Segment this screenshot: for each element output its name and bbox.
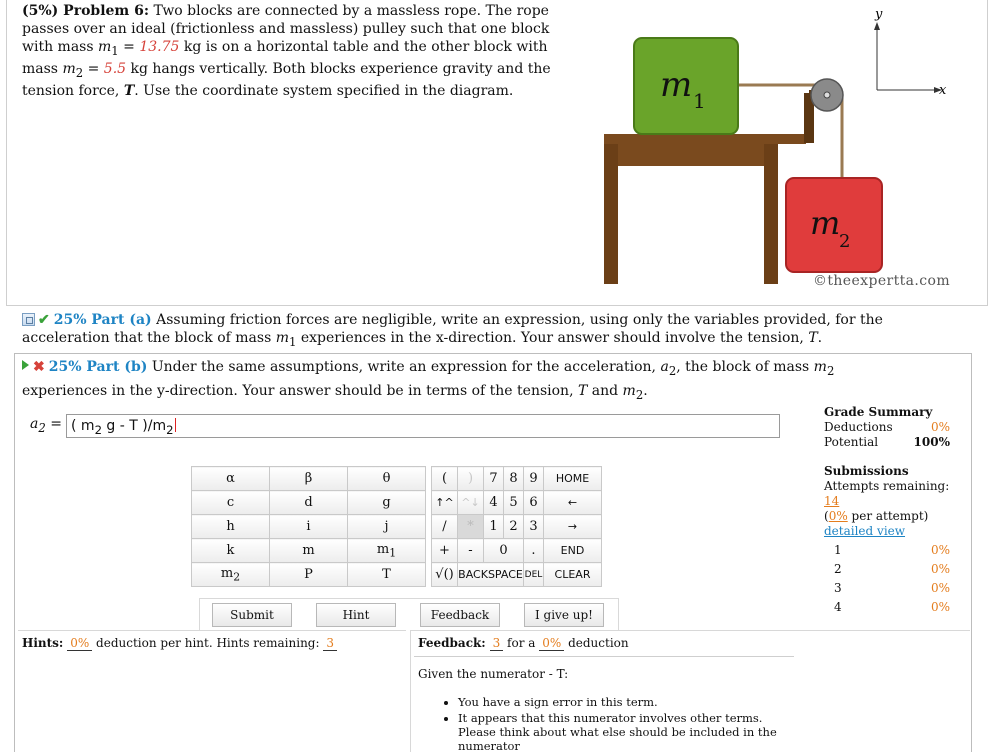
divider bbox=[410, 630, 970, 631]
part-a-text: experiences in the x-direction. Your answer should involve the tension, bbox=[296, 330, 809, 346]
deductions-value: 0% bbox=[930, 420, 950, 434]
a2-symbol: a bbox=[30, 416, 39, 432]
key-close-paren[interactable]: ) bbox=[458, 467, 484, 491]
problem-text: Two blocks are connected by a massless rope. The rope passes over an ideal (frictionless and massless) pulley such that one block with mass bbox=[22, 3, 550, 55]
key-beta[interactable]: β bbox=[270, 467, 348, 491]
give-up-button[interactable]: I give up! bbox=[524, 603, 604, 627]
m2-value: 5.5 bbox=[103, 60, 127, 77]
part-a-text: . bbox=[817, 330, 823, 346]
a2-symbol: a bbox=[660, 359, 669, 375]
detailed-view-link[interactable]: detailed view bbox=[824, 524, 906, 538]
feedback-button[interactable]: Feedback bbox=[420, 603, 500, 627]
part-b-text: and bbox=[587, 382, 623, 399]
block-m2-subscript: 2 bbox=[839, 231, 851, 252]
key-4[interactable]: 4 bbox=[484, 491, 504, 515]
submit-button[interactable]: Submit bbox=[212, 603, 292, 627]
answer-input[interactable] bbox=[66, 414, 780, 438]
copyright: ©theexpertta.com bbox=[812, 273, 950, 289]
key-7[interactable]: 7 bbox=[484, 467, 504, 491]
hints-deduction: 0% bbox=[67, 636, 92, 651]
part-b-text: experiences in the y-direction. Your answer should be in terms of the tension, bbox=[22, 382, 578, 399]
feedback-count: 3 bbox=[490, 636, 504, 651]
key-5[interactable]: 5 bbox=[504, 491, 524, 515]
m2-subscript: 2 bbox=[75, 65, 84, 80]
potential-value: 100% bbox=[913, 435, 950, 449]
key-del[interactable]: DEL bbox=[524, 563, 544, 587]
potential-label: Potential bbox=[824, 435, 879, 449]
feedback-text: for a bbox=[503, 636, 540, 650]
part-b-label[interactable]: 25% Part (b) bbox=[48, 359, 148, 375]
attempt-score: 0% bbox=[930, 581, 950, 595]
key-minus[interactable]: - bbox=[458, 539, 484, 563]
block-m2 bbox=[786, 178, 882, 272]
feedback-item: • It appears that this numerator involves other terms. Please think about what else should be included in the numerator bbox=[458, 711, 798, 752]
m2-symbol: m bbox=[813, 359, 827, 375]
attempt-score: 0% bbox=[930, 543, 950, 557]
key-1[interactable]: 1 bbox=[484, 515, 504, 539]
key-m2[interactable] bbox=[192, 563, 270, 587]
paren: ( bbox=[824, 509, 829, 523]
answer-subscript: 2 bbox=[94, 422, 102, 437]
deductions-row bbox=[824, 420, 950, 435]
block-m1-label: m bbox=[660, 65, 693, 105]
attempts-list bbox=[824, 543, 950, 619]
key-multiply[interactable]: * bbox=[458, 515, 484, 539]
key-k[interactable]: k bbox=[192, 539, 270, 563]
attempt-number: 4 bbox=[834, 600, 842, 614]
problem-prefix: (5%) Problem 6: bbox=[22, 3, 150, 19]
feedback-label: Feedback: bbox=[418, 636, 486, 650]
m2-symbol: m bbox=[622, 382, 636, 399]
per-attempt-label: per attempt) bbox=[847, 509, 929, 523]
attempt-number: 1 bbox=[834, 543, 842, 557]
m2-subscript: 2 bbox=[826, 363, 835, 378]
x-mark-icon: ✖ bbox=[33, 359, 45, 375]
key-9[interactable]: 9 bbox=[524, 467, 544, 491]
key-decimal[interactable]: . bbox=[524, 539, 544, 563]
problem-text: kg is on a horizontal table and the other block with mass bbox=[22, 39, 548, 77]
key-j[interactable]: j bbox=[348, 515, 426, 539]
feedback-given: Given the numerator - T: bbox=[418, 667, 569, 681]
m1-symbol: m bbox=[98, 39, 112, 55]
key-subscript[interactable]: ^↓ bbox=[458, 491, 484, 515]
m1-subscript: 1 bbox=[111, 43, 119, 58]
grade-summary bbox=[824, 405, 950, 619]
equals-sign: = bbox=[83, 60, 104, 77]
key-alpha[interactable]: α bbox=[192, 467, 270, 491]
expand-icon[interactable] bbox=[22, 313, 35, 326]
attempt-score: 0% bbox=[930, 562, 950, 576]
submissions-title: Submissions bbox=[824, 464, 909, 478]
key-g[interactable]: g bbox=[348, 491, 426, 515]
key-t[interactable]: T bbox=[348, 563, 426, 587]
key-d[interactable]: d bbox=[270, 491, 348, 515]
m1-subscript: 1 bbox=[288, 334, 297, 349]
attempt-row bbox=[824, 600, 950, 619]
block-m1-subscript: 1 bbox=[693, 89, 706, 113]
checkmark-icon: ✔ bbox=[38, 312, 50, 328]
divider bbox=[410, 630, 411, 752]
axis-x-label: x bbox=[939, 83, 947, 98]
key-m[interactable]: m bbox=[270, 539, 348, 563]
answer-text: ( m bbox=[71, 418, 95, 434]
key-3[interactable]: 3 bbox=[524, 515, 544, 539]
key-m1[interactable] bbox=[348, 539, 426, 563]
key-c[interactable]: c bbox=[192, 491, 270, 515]
text-caret bbox=[175, 418, 176, 432]
part-a-label[interactable]: 25% Part (a) bbox=[53, 312, 152, 328]
answer-subscript: 2 bbox=[166, 422, 174, 437]
part-a-text: Assuming friction forces are negligible, write an expression, using only the variables provided, for the acceleration that the block of mass bbox=[22, 312, 883, 346]
key-divide[interactable]: / bbox=[432, 515, 458, 539]
problem-statement bbox=[22, 2, 567, 100]
grade-summary-title: Grade Summary bbox=[824, 405, 933, 419]
key-left-arrow[interactable]: ← bbox=[544, 491, 602, 515]
tension-symbol: T bbox=[808, 330, 818, 346]
key-m2-letter: m bbox=[220, 565, 234, 581]
key-home[interactable]: HOME bbox=[544, 467, 602, 491]
play-icon bbox=[22, 360, 29, 370]
feedback-item: • You have a sign error in this term. bbox=[458, 695, 798, 709]
attempt-score: 0% bbox=[930, 600, 950, 614]
tension-symbol: T bbox=[123, 82, 135, 99]
tension-symbol: T bbox=[577, 382, 588, 399]
key-sqrt[interactable]: √() bbox=[432, 563, 458, 587]
feedback-deduction: 0% bbox=[539, 636, 564, 651]
key-superscript[interactable]: ↑^ bbox=[432, 491, 458, 515]
hints-label: Hints: bbox=[22, 636, 64, 650]
divider bbox=[414, 656, 794, 657]
part-b bbox=[22, 357, 922, 405]
key-0[interactable]: 0 bbox=[484, 539, 524, 563]
attempt-row bbox=[824, 562, 950, 581]
table bbox=[604, 134, 806, 284]
answer-text: g - T )/m bbox=[101, 418, 167, 434]
m2-subscript: 2 bbox=[635, 387, 644, 402]
key-2[interactable]: 2 bbox=[504, 515, 524, 539]
equals-sign: = bbox=[118, 39, 140, 55]
part-b-text: . bbox=[643, 382, 648, 399]
key-m1-letter: m bbox=[376, 541, 390, 557]
key-m2-subscript: 2 bbox=[233, 570, 241, 584]
attempt-number: 3 bbox=[834, 581, 842, 595]
hints-text: deduction per hint. Hints remaining: bbox=[92, 636, 324, 650]
attempt-number: 2 bbox=[834, 562, 842, 576]
key-i[interactable]: i bbox=[270, 515, 348, 539]
equals-sign: = bbox=[45, 416, 62, 432]
m2-symbol: m bbox=[62, 60, 76, 77]
problem-text: . Use the coordinate system specified in the diagram. bbox=[134, 82, 514, 99]
m1-value: 13.75 bbox=[139, 39, 180, 55]
hint-button[interactable]: Hint bbox=[316, 603, 396, 627]
key-8[interactable]: 8 bbox=[504, 467, 524, 491]
m1-symbol: m bbox=[275, 330, 289, 346]
per-attempt-value: 0% bbox=[828, 509, 848, 523]
attempts-label: Attempts remaining: bbox=[824, 479, 950, 493]
key-theta[interactable]: θ bbox=[348, 467, 426, 491]
key-m1-subscript: 1 bbox=[389, 546, 397, 560]
attempt-row bbox=[824, 581, 950, 600]
key-clear[interactable]: CLEAR bbox=[544, 563, 602, 587]
per-attempt bbox=[824, 509, 950, 524]
key-end[interactable]: END bbox=[544, 539, 602, 563]
hints-summary bbox=[22, 636, 337, 650]
key-6[interactable]: 6 bbox=[524, 491, 544, 515]
deductions-label: Deductions bbox=[824, 420, 893, 434]
part-b-text: Under the same assumptions, write an expression for the acceleration, bbox=[147, 359, 661, 375]
problem-text: kg hangs vertically. Both blocks experience gravity and the tension force, bbox=[22, 60, 551, 99]
pulley-diagram bbox=[590, 0, 988, 300]
math-keypad bbox=[191, 466, 602, 587]
key-p[interactable]: P bbox=[270, 563, 348, 587]
key-right-arrow[interactable]: → bbox=[544, 515, 602, 539]
feedback-summary bbox=[418, 636, 798, 650]
feedback-text: deduction bbox=[564, 636, 629, 650]
potential-row bbox=[824, 435, 950, 450]
key-open-paren[interactable]: ( bbox=[432, 467, 458, 491]
block-m2-label: m bbox=[810, 204, 841, 242]
a2-subscript: 2 bbox=[668, 363, 677, 378]
answer-label bbox=[30, 416, 62, 435]
pulley bbox=[811, 79, 843, 111]
key-h[interactable]: h bbox=[192, 515, 270, 539]
attempt-row bbox=[824, 543, 950, 562]
key-plus[interactable]: + bbox=[432, 539, 458, 563]
a2-subscript: 2 bbox=[38, 420, 46, 435]
axis-y-label: y bbox=[875, 7, 883, 22]
divider bbox=[18, 630, 406, 631]
key-backspace[interactable]: BACKSPACE bbox=[458, 563, 524, 587]
feedback-list bbox=[458, 695, 798, 752]
attempts-value: 14 bbox=[824, 494, 840, 508]
hints-remaining: 3 bbox=[323, 636, 337, 651]
attempts-remaining bbox=[824, 479, 950, 509]
part-a bbox=[22, 311, 972, 351]
block-m1 bbox=[634, 38, 738, 134]
coordinate-axes bbox=[874, 7, 947, 98]
part-b-text: , the block of mass bbox=[676, 359, 814, 375]
